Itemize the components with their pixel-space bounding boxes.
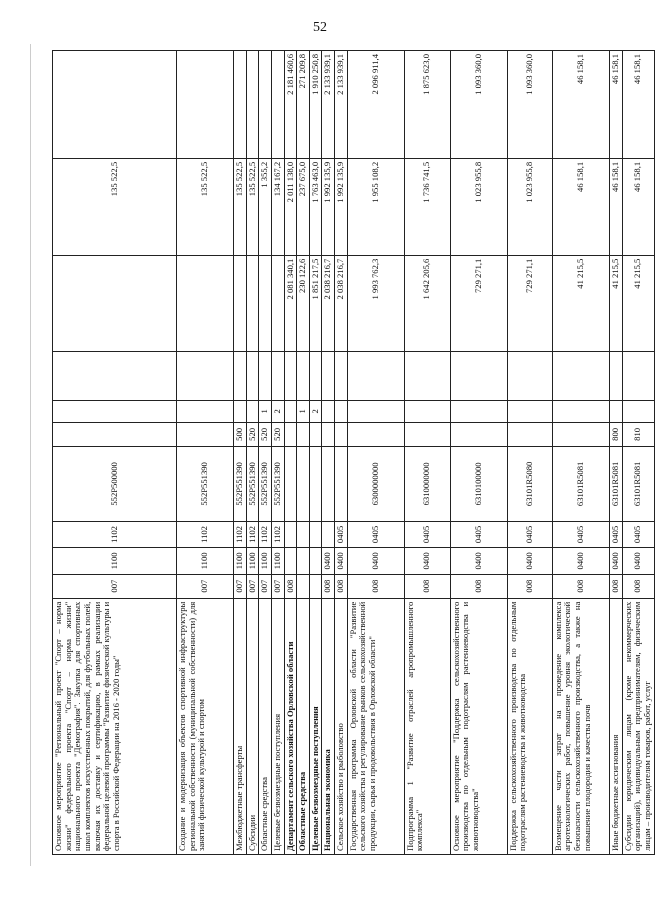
target-article-code [335, 446, 348, 521]
table-row [177, 51, 234, 855]
amount-col-3: 237 675,0 [297, 158, 310, 255]
subsection-code [322, 521, 335, 547]
amount-col-1 [322, 352, 335, 400]
amount-col-4: 2 096 911,4 [347, 51, 404, 159]
funding-source-code [335, 400, 348, 422]
grbs-code: 007 [177, 574, 234, 598]
funding-source-code [622, 400, 654, 422]
amount-col-2: 729 271,1 [450, 255, 507, 352]
amount-col-3: 46 158,1 [622, 158, 654, 255]
target-article-code: 552P551390 [259, 446, 272, 521]
row-description: Основное мероприятие "Поддержка сельскохозяйственного производства по отдельным подотраслям растениеводства и животноводства" [450, 598, 507, 854]
amount-col-3: 134 167,2 [271, 158, 284, 255]
row-description: Межбюджетные трансферты [234, 598, 247, 854]
row-description: Государственная программа Орловской области "Развитие сельского хозяйства и регулирование рынков сельскохозяйственной продукции, сырья и продовольствия в Орловской области" [347, 598, 404, 854]
amount-col-3: 135 522,5 [177, 158, 234, 255]
amount-col-2: 41 215,5 [622, 255, 654, 352]
section-code [284, 548, 297, 574]
section-code: 0400 [322, 548, 335, 574]
amount-col-1 [297, 352, 310, 400]
target-article-code: 6300000000 [347, 446, 404, 521]
amount-col-3: 135 522,5 [246, 158, 259, 255]
amount-col-3: 135 522,5 [53, 158, 177, 255]
row-description: Иные бюджетные ассигнования [609, 598, 622, 854]
amount-col-3: 1 955 108,2 [347, 158, 404, 255]
table-row [404, 51, 450, 855]
amount-col-4: 1 910 250,8 [309, 51, 322, 159]
subsection-code: 0405 [552, 521, 609, 547]
grbs-code: 008 [450, 574, 507, 598]
funding-source-code [234, 400, 247, 422]
target-article-code [322, 446, 335, 521]
subsection-code: 1102 [53, 521, 177, 547]
table-body [53, 51, 655, 855]
subsection-code: 0405 [347, 521, 404, 547]
subsection-code: 0405 [404, 521, 450, 547]
funding-source-code [322, 400, 335, 422]
subsection-code: 1102 [271, 521, 284, 547]
grbs-code: 008 [507, 574, 552, 598]
table-row [347, 51, 404, 855]
section-code [297, 548, 310, 574]
expense-type-code: 810 [622, 422, 654, 446]
amount-col-2 [271, 255, 284, 352]
subsection-code: 1102 [259, 521, 272, 547]
funding-source-code: 2 [271, 400, 284, 422]
grbs-code: 007 [246, 574, 259, 598]
table-row [271, 51, 284, 855]
funding-source-code: 1 [259, 400, 272, 422]
target-article-code: 63101R5081 [552, 446, 609, 521]
section-code: 1100 [234, 548, 247, 574]
amount-col-2: 2 081 340,1 [284, 255, 297, 352]
funding-source-code: 2 [309, 400, 322, 422]
page-edge [30, 44, 31, 866]
expense-type-code [404, 422, 450, 446]
amount-col-1 [246, 352, 259, 400]
section-code: 0400 [507, 548, 552, 574]
grbs-code: 008 [404, 574, 450, 598]
subsection-code: 1102 [246, 521, 259, 547]
subsection-code: 0405 [507, 521, 552, 547]
section-code: 0400 [552, 548, 609, 574]
amount-col-3: 1 992 135,9 [322, 158, 335, 255]
funding-source-code [347, 400, 404, 422]
grbs-code [309, 574, 322, 598]
amount-col-1 [552, 352, 609, 400]
expense-type-code [177, 422, 234, 446]
section-code: 0400 [335, 548, 348, 574]
subsection-code [297, 521, 310, 547]
grbs-code: 008 [335, 574, 348, 598]
subsection-code [284, 521, 297, 547]
section-code: 1100 [53, 548, 177, 574]
amount-col-4: 1 093 360,0 [507, 51, 552, 159]
amount-col-3: 1 023 955,8 [450, 158, 507, 255]
amount-col-3: 1 355,2 [259, 158, 272, 255]
row-description: Возмещение части затрат на проведение комплекса агротехнологических работ, повышение уровня экологической безопасности сельскохозяйственного производства, а также на повышение плодородия и качества почв [552, 598, 609, 854]
expense-type-code: 800 [609, 422, 622, 446]
expense-type-code [284, 422, 297, 446]
table-row [622, 51, 654, 855]
table-row [53, 51, 177, 855]
amount-col-4: 2 181 460,6 [284, 51, 297, 159]
target-article-code: 6310100000 [450, 446, 507, 521]
table-row [322, 51, 335, 855]
section-code: 1100 [177, 548, 234, 574]
amount-col-1 [622, 352, 654, 400]
amount-col-3: 1 023 955,8 [507, 158, 552, 255]
amount-col-1 [271, 352, 284, 400]
amount-col-2: 2 038 216,7 [322, 255, 335, 352]
table-row [284, 51, 297, 855]
row-description: Субсидии [246, 598, 259, 854]
amount-col-2 [53, 255, 177, 352]
amount-col-4: 46 158,1 [622, 51, 654, 159]
target-article-code: 552P551390 [234, 446, 247, 521]
expense-type-code [450, 422, 507, 446]
expense-type-code [335, 422, 348, 446]
funding-source-code [609, 400, 622, 422]
amount-col-2 [259, 255, 272, 352]
funding-source-code [552, 400, 609, 422]
funding-source-code [284, 400, 297, 422]
amount-col-1 [53, 352, 177, 400]
grbs-code: 007 [234, 574, 247, 598]
page-number: 52 [313, 20, 327, 35]
section-code [309, 548, 322, 574]
amount-col-3: 1 992 135,9 [335, 158, 348, 255]
row-description: Основное мероприятие "Региональный проект "Спорт – норма жизни" федерального проекта "Спорт – норма жизни" национального проекта "Демография". Закупка для спортивных школ комплектов искусственных покрытий, для футбольных полей, включая их доставку и сертификацию, в рамках реализации федеральной целевой программы "Развитие физической культуры и спорта в Российской Федерации на 2016 - 2020 годы" [53, 598, 177, 854]
grbs-code: 007 [259, 574, 272, 598]
row-description: Областные средства [297, 598, 310, 854]
amount-col-4: 1 093 360,0 [450, 51, 507, 159]
table-row [507, 51, 552, 855]
amount-col-4: 2 133 939,1 [322, 51, 335, 159]
expense-type-code: 520 [259, 422, 272, 446]
target-article-code: 63101R5081 [609, 446, 622, 521]
section-code: 0400 [609, 548, 622, 574]
funding-source-code [450, 400, 507, 422]
table-row [259, 51, 272, 855]
expense-type-code [507, 422, 552, 446]
amount-col-2: 41 215,5 [609, 255, 622, 352]
amount-col-1 [177, 352, 234, 400]
grbs-code: 008 [552, 574, 609, 598]
rotated-table-container [52, 50, 652, 855]
amount-col-3: 1 736 741,5 [404, 158, 450, 255]
row-description: Поддержка сельскохозяйственного производства по отдельным подотраслям растениеводства и животноводства [507, 598, 552, 854]
table-row [335, 51, 348, 855]
table-row [234, 51, 247, 855]
table-row [246, 51, 259, 855]
amount-col-2: 2 038 216,7 [335, 255, 348, 352]
budget-table [52, 50, 655, 855]
funding-source-code [507, 400, 552, 422]
grbs-code: 008 [284, 574, 297, 598]
row-description: Национальная экономика [322, 598, 335, 854]
amount-col-3: 46 158,1 [552, 158, 609, 255]
amount-col-1 [309, 352, 322, 400]
grbs-code: 008 [322, 574, 335, 598]
section-code: 0400 [622, 548, 654, 574]
section-code: 0400 [404, 548, 450, 574]
amount-col-3: 1 763 463,0 [309, 158, 322, 255]
table-row [450, 51, 507, 855]
amount-col-4: 271 209,8 [297, 51, 310, 159]
subsection-code: 0405 [450, 521, 507, 547]
subsection-code: 0405 [609, 521, 622, 547]
funding-source-code [246, 400, 259, 422]
amount-col-4 [246, 51, 259, 159]
target-article-code: 552P551390 [271, 446, 284, 521]
table-row [309, 51, 322, 855]
target-article-code: 63101R5080 [507, 446, 552, 521]
funding-source-code [177, 400, 234, 422]
section-code: 1100 [246, 548, 259, 574]
amount-col-2 [177, 255, 234, 352]
amount-col-3: 46 158,1 [609, 158, 622, 255]
grbs-code: 007 [53, 574, 177, 598]
section-code: 0400 [450, 548, 507, 574]
grbs-code [297, 574, 310, 598]
funding-source-code: 1 [297, 400, 310, 422]
amount-col-4: 46 158,1 [609, 51, 622, 159]
subsection-code [309, 521, 322, 547]
amount-col-4 [53, 51, 177, 159]
amount-col-1 [284, 352, 297, 400]
grbs-code: 007 [271, 574, 284, 598]
expense-type-code [53, 422, 177, 446]
row-description: Создание и модернизация объектов спортивной инфраструктуры региональной собственности (муниципальной собственности) для занятий физической культурой и спортом [177, 598, 234, 854]
expense-type-code [552, 422, 609, 446]
funding-source-code [53, 400, 177, 422]
subsection-code: 1102 [234, 521, 247, 547]
target-article-code [309, 446, 322, 521]
row-description: Подпрограмма 1 "Развитие отраслей агропромышленного комплекса" [404, 598, 450, 854]
amount-col-4: 1 875 623,0 [404, 51, 450, 159]
target-article-code [297, 446, 310, 521]
target-article-code: 552P500000 [53, 446, 177, 521]
amount-col-1 [404, 352, 450, 400]
grbs-code: 008 [622, 574, 654, 598]
amount-col-2: 230 122,6 [297, 255, 310, 352]
expense-type-code: 520 [271, 422, 284, 446]
amount-col-2: 729 271,1 [507, 255, 552, 352]
amount-col-4: 46 158,1 [552, 51, 609, 159]
target-article-code [284, 446, 297, 521]
expense-type-code [309, 422, 322, 446]
target-article-code: 552P551390 [246, 446, 259, 521]
amount-col-1 [234, 352, 247, 400]
expense-type-code [297, 422, 310, 446]
target-article-code: 552P551390 [177, 446, 234, 521]
grbs-code: 008 [609, 574, 622, 598]
expense-type-code: 520 [246, 422, 259, 446]
amount-col-4 [234, 51, 247, 159]
amount-col-2: 1 642 205,6 [404, 255, 450, 352]
row-description: Сельское хозяйство и рыболовство [335, 598, 348, 854]
amount-col-2: 1 993 762,3 [347, 255, 404, 352]
row-description: Областные средства [259, 598, 272, 854]
row-description: Целевые безвозмездные поступления [271, 598, 284, 854]
expense-type-code: 500 [234, 422, 247, 446]
subsection-code: 0405 [622, 521, 654, 547]
section-code: 1100 [271, 548, 284, 574]
amount-col-2: 1 851 217,5 [309, 255, 322, 352]
table-row [297, 51, 310, 855]
row-description: Целевые безвозмездные поступления [309, 598, 322, 854]
table-row [552, 51, 609, 855]
amount-col-2: 41 215,5 [552, 255, 609, 352]
subsection-code: 0405 [335, 521, 348, 547]
amount-col-2 [246, 255, 259, 352]
funding-source-code [404, 400, 450, 422]
amount-col-4: 2 133 939,1 [335, 51, 348, 159]
amount-col-3: 2 011 138,0 [284, 158, 297, 255]
row-description: Департамент сельского хозяйства Орловской области [284, 598, 297, 854]
subsection-code: 1102 [177, 521, 234, 547]
amount-col-2 [234, 255, 247, 352]
expense-type-code [347, 422, 404, 446]
amount-col-1 [259, 352, 272, 400]
row-description: Субсидии юридическим лицам (кроме некоммерческих организаций), индивидуальным предпринимателям, физическим лицам – производителям товаров, работ, услуг [622, 598, 654, 854]
section-code: 1100 [259, 548, 272, 574]
amount-col-4 [177, 51, 234, 159]
section-code: 0400 [347, 548, 404, 574]
grbs-code: 008 [347, 574, 404, 598]
expense-type-code [322, 422, 335, 446]
target-article-code: 63101R5081 [622, 446, 654, 521]
amount-col-1 [450, 352, 507, 400]
target-article-code: 6310000000 [404, 446, 450, 521]
amount-col-4 [271, 51, 284, 159]
amount-col-4 [259, 51, 272, 159]
amount-col-1 [609, 352, 622, 400]
amount-col-1 [507, 352, 552, 400]
amount-col-3: 135 522,5 [234, 158, 247, 255]
table-row [609, 51, 622, 855]
amount-col-1 [347, 352, 404, 400]
amount-col-1 [335, 352, 348, 400]
